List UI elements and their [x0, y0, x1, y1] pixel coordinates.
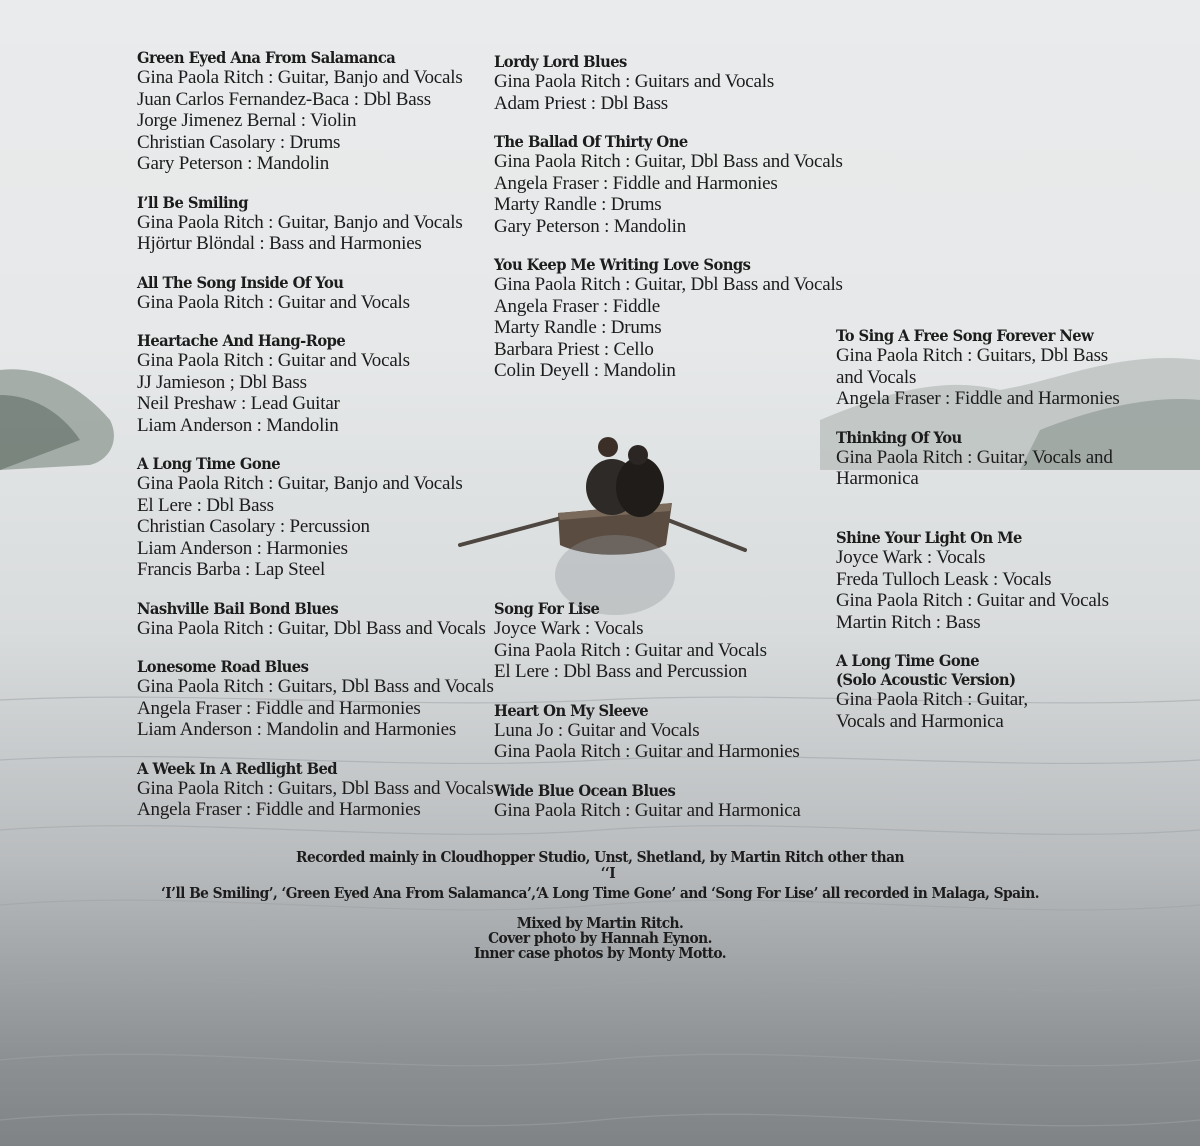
track-entry	[494, 701, 801, 763]
track-entry	[137, 331, 494, 436]
malaga-note	[0, 886, 1200, 901]
credit-line: Martin Ritch : Bass	[836, 611, 981, 633]
right-top-track-column	[836, 326, 1156, 508]
credit-line: Christian Casolary : Percussion	[137, 516, 370, 537]
credit-line: Christian Casolary : Drums	[137, 131, 341, 153]
credit-line: Gina Paola Ritch : Guitar and Vocals	[836, 590, 1109, 611]
track-title: A Long Time Gone	[137, 454, 281, 473]
credit-line: Gina Paola Ritch : Guitar, Banjo and Vocals	[137, 67, 463, 88]
track-entry	[137, 48, 494, 175]
credit-line: Gina Paola Ritch : Guitars, Dbl Bass and Vocals	[137, 777, 494, 799]
mixed-by: Mixed by Martin Ritch.	[516, 914, 684, 932]
track-entry	[137, 193, 494, 255]
middle-bottom-track-column	[494, 599, 801, 839]
track-title: You Keep Me Writing Love Songs	[494, 255, 751, 274]
credit-line: Colin Deyell : Mandolin	[494, 360, 676, 381]
right-bottom-track-column	[836, 528, 1156, 750]
credit-line: Barbara Priest : Cello	[494, 338, 654, 360]
credit-line: Francis Barba : Lap Steel	[137, 559, 326, 580]
credit-line: Juan Carlos Fernandez-Baca : Dbl Bass	[137, 88, 431, 110]
track-title: Nashville Bail Bond Blues	[137, 598, 339, 618]
track-title: Song For Lise	[494, 599, 600, 618]
track-entry	[137, 454, 494, 581]
credit-line: Gina Paola Ritch : Guitar and Vocals	[494, 639, 767, 661]
stray-mark: ‘‘I	[600, 864, 616, 882]
credit-line: Liam Anderson : Harmonies	[137, 537, 348, 559]
track-entry	[836, 326, 1156, 410]
track-entry	[836, 528, 1156, 633]
track-entry	[494, 52, 843, 114]
track-title: Wide Blue Ocean Blues	[494, 780, 676, 800]
track-entry	[836, 651, 1156, 732]
recording-note	[0, 850, 1200, 865]
track-title: Heartache And Hang-Rope	[137, 331, 346, 350]
track-title: All The Song Inside Of You	[137, 272, 344, 292]
credit-line: Gina Paola Ritch : Guitars, Dbl Bass and Vocals	[836, 345, 1108, 388]
credit-line: Jorge Jimenez Bernal : Violin	[137, 110, 357, 131]
credit-line: Gina Paola Ritch : Guitar and Harmonica	[494, 799, 801, 821]
credit-line: Gina Paola Ritch : Guitars and Vocals	[494, 71, 775, 92]
track-entry	[494, 132, 843, 237]
cover-photo-credit: Cover photo by Hannah Eynon.	[488, 929, 712, 947]
track-entry	[137, 657, 494, 741]
track-title: Shine Your Light On Me	[836, 528, 1022, 547]
credit-line: Gina Paola Ritch : Guitars, Dbl Bass and Vocals	[137, 676, 494, 697]
track-entry	[494, 781, 801, 822]
credit-line: Gina Paola Ritch : Guitar, Dbl Bass and Vocals	[494, 151, 843, 172]
credit-line: El Lere : Dbl Bass and Percussion	[494, 661, 748, 682]
track-entry	[836, 428, 1156, 490]
production-credits	[0, 916, 1200, 961]
track-entry	[137, 759, 494, 821]
credit-line: Gina Paola Ritch : Guitar, Vocals and Harmonica	[836, 446, 1113, 489]
credit-line: Adam Priest : Dbl Bass	[494, 92, 668, 114]
track-subtitle: (Solo Acoustic Version)	[836, 670, 1016, 689]
credit-line: Joyce Wark : Vocals	[836, 547, 986, 568]
credit-line: Gary Peterson : Mandolin	[137, 153, 330, 174]
credit-line: Gina Paola Ritch : Guitar, Banjo and Vocals	[137, 211, 463, 233]
credit-line: JJ Jamieson ; Dbl Bass	[137, 371, 307, 393]
credit-line: Liam Anderson : Mandolin	[137, 414, 339, 436]
credit-line: Gina Paola Ritch : Guitar, Vocals and Harmonica	[836, 689, 1028, 732]
track-title: To Sing A Free Song Forever New	[836, 326, 1094, 345]
track-title: The Ballad Of Thirty One	[494, 132, 688, 151]
credit-line: Angela Fraser : Fiddle	[494, 295, 661, 317]
credit-line: Gina Paola Ritch : Guitar and Vocals	[137, 291, 410, 313]
track-title: Lonesome Road Blues	[137, 657, 309, 676]
credit-line: Angela Fraser : Fiddle and Harmonies	[137, 799, 421, 820]
track-title: Lordy Lord Blues	[494, 52, 627, 71]
track-entry	[494, 255, 843, 382]
credit-line: Neil Preshaw : Lead Guitar	[137, 393, 340, 414]
recorded-line: Recorded mainly in Cloudhopper Studio, Unst, Shetland, by Martin Ritch other than	[296, 848, 904, 866]
middle-top-track-column	[494, 52, 843, 400]
inner-photo-credit: Inner case photos by Monty Motto.	[473, 944, 727, 962]
credit-line: El Lere : Dbl Bass	[137, 494, 274, 516]
credit-line: Joyce Wark : Vocals	[494, 618, 644, 639]
credit-line: Gina Paola Ritch : Guitar, Banjo and Vocals	[137, 473, 463, 494]
credit-line: Freda Tulloch Leask : Vocals	[836, 568, 1052, 590]
credit-line: Hjörtur Blöndal : Bass and Harmonies	[137, 233, 422, 254]
track-title: Heart On My Sleeve	[494, 700, 649, 720]
credit-line: Angela Fraser : Fiddle and Harmonies	[494, 172, 778, 194]
track-title: A Long Time Gone	[836, 651, 980, 670]
credit-line: Marty Randle : Drums	[494, 194, 662, 215]
track-title: Green Eyed Ana From Salamanca	[137, 48, 396, 67]
credit-line: Gina Paola Ritch : Guitar, Dbl Bass and Vocals	[494, 274, 843, 295]
credit-line: Angela Fraser : Fiddle and Harmonies	[137, 697, 421, 719]
credit-line: Marty Randle : Drums	[494, 317, 662, 338]
credit-line: Gary Peterson : Mandolin	[494, 215, 687, 237]
track-title: Thinking Of You	[836, 427, 962, 447]
credit-line: Gina Paola Ritch : Guitar and Harmonies	[494, 741, 800, 762]
track-entry	[137, 599, 494, 640]
left-track-column	[137, 48, 494, 839]
credit-line: Luna Jo : Guitar and Vocals	[494, 719, 700, 741]
credit-line: Liam Anderson : Mandolin and Harmonies	[137, 719, 457, 740]
track-entry	[494, 599, 801, 683]
track-entry	[137, 273, 494, 314]
malaga-line: ‘I’ll Be Smiling’, ‘Green Eyed Ana From Salamanca’,‘A Long Time Gone’ and ‘Song For Lise’ all recorded in Malaga, Spain.	[161, 884, 1039, 902]
track-title: A Week In A Redlight Bed	[137, 758, 338, 778]
credit-line: Angela Fraser : Fiddle and Harmonies	[836, 388, 1120, 409]
credit-line: Gina Paola Ritch : Guitar and Vocals	[137, 350, 410, 371]
credit-line: Gina Paola Ritch : Guitar, Dbl Bass and Vocals	[137, 617, 486, 639]
track-title: I’ll Be Smiling	[137, 192, 248, 212]
